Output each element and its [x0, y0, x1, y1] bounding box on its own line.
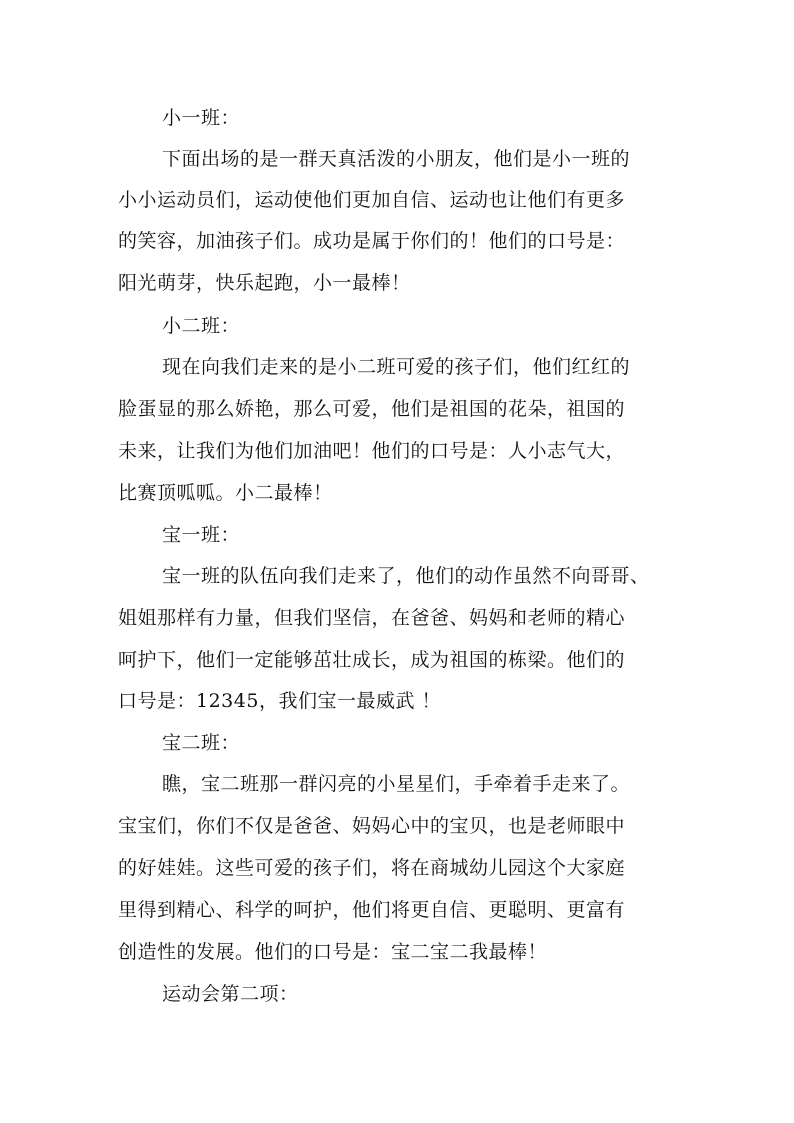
section-heading-baoer: 宝二班： [162, 732, 241, 754]
paragraph-line: 的笑容，加油孩子们。成功是属于你们的！他们的口号是： [118, 230, 626, 252]
paragraph-line: 脸蛋显的那么娇艳，那么可爱，他们是祖国的花朵，祖国的 [118, 398, 626, 420]
paragraph-line: 姐姐那样有力量，但我们坚信，在爸爸、妈妈和老师的精心 [118, 607, 626, 629]
section-heading-xiaoer: 小二班： [162, 315, 241, 337]
section-heading-xiaoyi: 小一班： [162, 107, 241, 129]
paragraph-line: 瞧，宝二班那一群闪亮的小星星们，手牵着手走来了。 [162, 773, 631, 795]
paragraph-line: 的好娃娃。这些可爱的孩子们，将在商城幼儿园这个大家庭 [118, 857, 626, 879]
paragraph-line: 宝宝们，你们不仅是爸爸、妈妈心中的宝贝，也是老师眼中 [118, 815, 626, 837]
paragraph-line: 里得到精心、科学的呵护，他们将更自信、更聪明、更富有 [118, 899, 626, 921]
paragraph-line: 口号是：12345，我们宝一最威武 ！ [118, 690, 441, 712]
paragraph-line: 阳光萌芽，快乐起跑，小一最棒！ [118, 272, 411, 294]
section-heading-sports-item-two: 运动会第二项： [162, 983, 299, 1005]
paragraph-line: 现在向我们走来的是小二班可爱的孩子们，他们红红的 [162, 356, 631, 378]
section-heading-baoyi: 宝一班： [162, 524, 241, 546]
paragraph-line: 宝一班的队伍向我们走来了，他们的动作虽然不向哥哥、 [162, 565, 650, 587]
paragraph-line: 呵护下，他们一定能够茁壮成长，成为祖国的栋梁。他们的 [118, 649, 626, 671]
paragraph-line: 比赛顶呱呱。小二最棒！ [118, 482, 333, 504]
paragraph-line: 未来，让我们为他们加油吧！他们的口号是：人小志气大， [118, 440, 626, 462]
paragraph-line: 下面出场的是一群天真活泼的小朋友，他们是小一班的 [162, 148, 631, 170]
paragraph-line: 创造性的发展。他们的口号是：宝二宝二我最棒！ [118, 941, 548, 963]
paragraph-line: 小小运动员们，运动使他们更加自信、运动也让他们有更多 [118, 189, 626, 211]
